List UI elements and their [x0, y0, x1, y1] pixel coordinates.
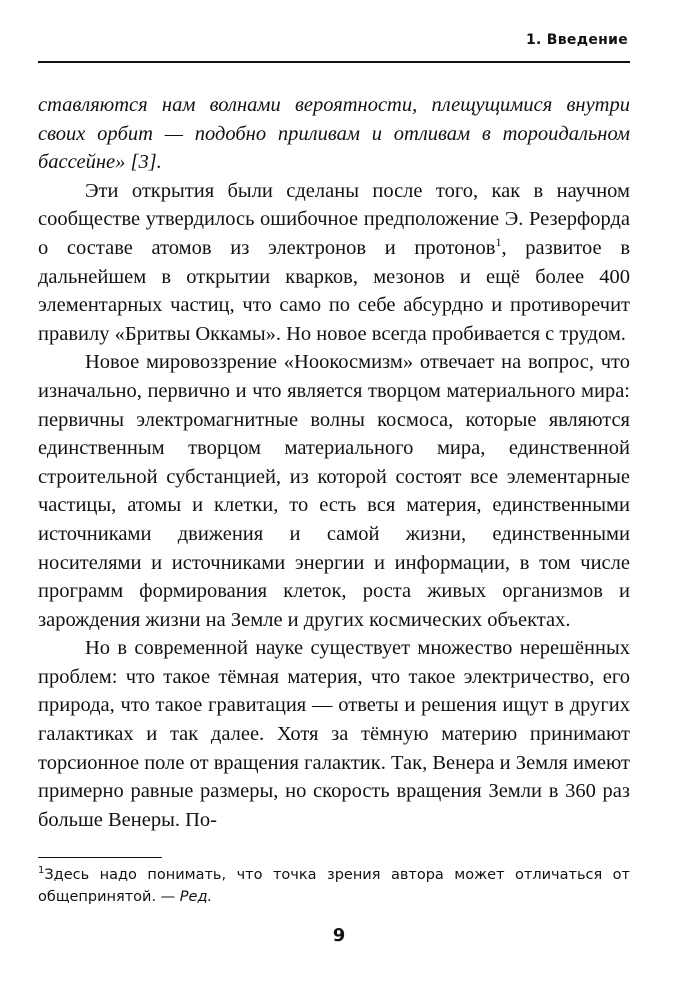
footnote-editor: Ред. — [179, 888, 213, 905]
paragraph-text: Эти открытия были сделаны после того, как в научном сообществе утвердилось ошибочное предположение Э. Резерфорда о составе атомов из электронов и протонов — [38, 179, 630, 259]
running-head: 1. Введение — [525, 32, 628, 48]
footnote-rule — [38, 857, 162, 858]
paragraph-discoveries — [38, 177, 630, 349]
footnote-ref: 1 — [495, 235, 502, 250]
page-number: 9 — [332, 925, 346, 946]
paragraph-quote-continuation: ставляются нам волнами вероятности, плещущимися внутри своих орбит — подобно приливам и отливам в тороидальном бассейне» [3]. — [38, 94, 630, 174]
footnote-text: Здесь надо понимать, что точка зрения автора может отличаться от общепринятой. — — [38, 867, 630, 905]
body-text — [38, 91, 630, 834]
paragraph-unsolved-problems: Но в современной науке существует множество нерешённых проблем: что такое тёмная материя, что такое электричество, его природа, что такое гравитация — ответы и решения ищут в других галактиках и так далее. Хотя за тёмную материю принимают торсионное поле от вращения галактик. Так, Венера и Земля имеют примерно равные размеры, но скорость вращения Земли в 360 раз больше Венеры. По- — [38, 637, 630, 831]
header-rule — [38, 61, 630, 63]
footnote-mark: 1 — [38, 865, 45, 877]
paragraph-text: , развитое в дальнейшем в открытии кварков, мезонов и ещё более 400 элементарных частиц, что само по себе абсурдно и противоречит правилу «Бритвы Оккамы». Но новое всегда пробивается с трудом. — [38, 236, 630, 345]
footnote — [38, 865, 630, 908]
paragraph-nookosmizm: Новое мировоззрение «Ноокосмизм» отвечает на вопрос, что изначально, первично и что является творцом материального мира: первичны электромагнитные волны космоса, которые являются единственным творцом материального мира, единственной строительной субстанцией, из которой состоят все элементарные частицы, атомы и клетки, то есть вся материя, единственными источниками движения и самой жизни, единственными носителями и источниками энергии и информации, в том числе программ формирования клеток, роста живых организмов и зарождения жизни на Земле и других космических объектах. — [38, 351, 630, 631]
